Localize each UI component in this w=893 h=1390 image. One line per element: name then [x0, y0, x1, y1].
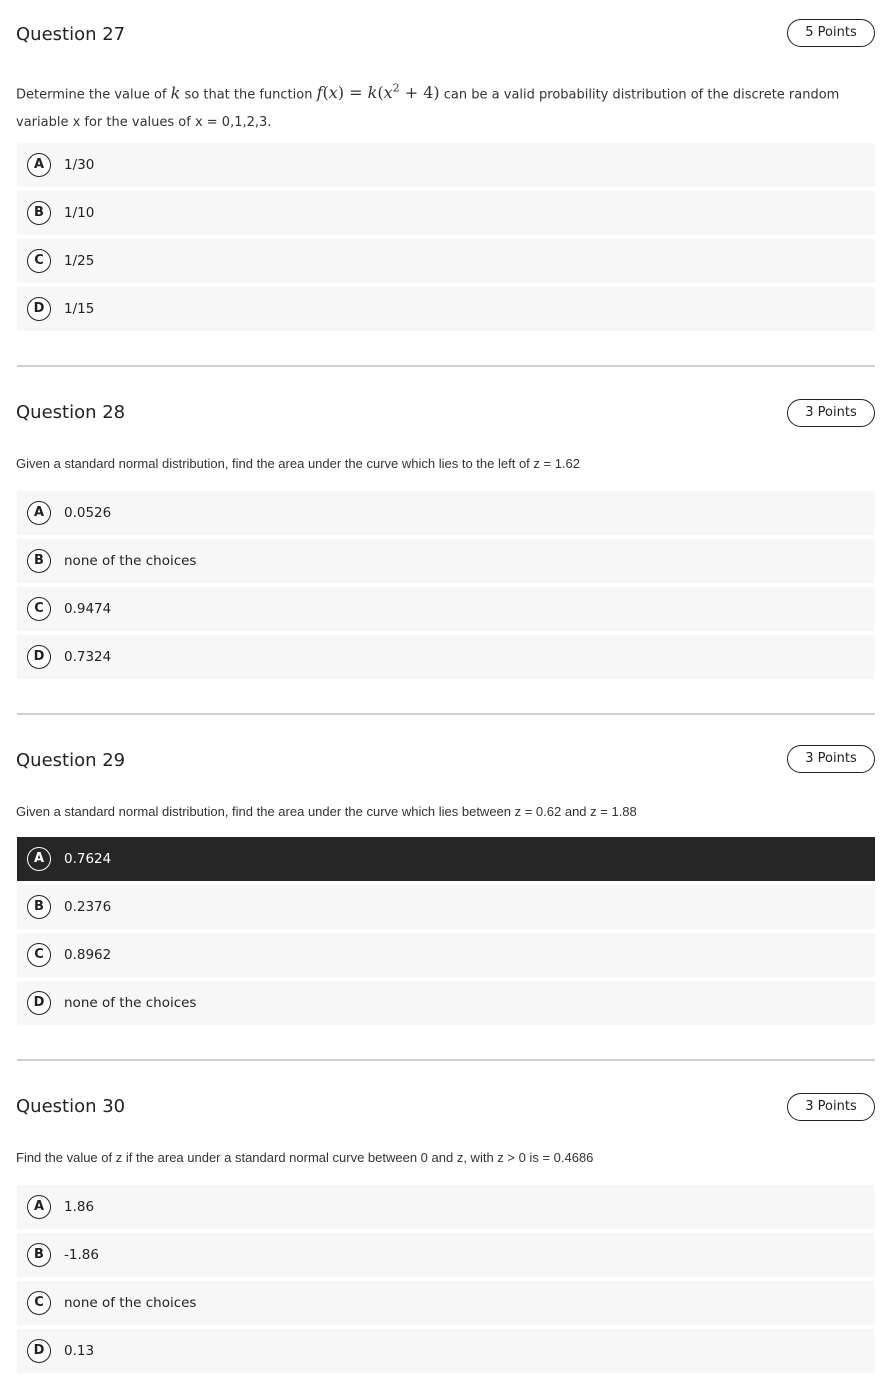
option-letter-badge: C: [27, 943, 51, 967]
points-badge: 3 Points: [787, 745, 875, 773]
option-text: 0.9474: [64, 601, 112, 617]
option-c[interactable]: [17, 933, 875, 977]
question-text: Given a standard normal distribution, find the area under the curve which lies between z = 0.62 and z = 1.88: [16, 804, 637, 819]
option-letter-badge: A: [27, 153, 51, 177]
option-d[interactable]: [17, 981, 875, 1025]
option-b[interactable]: [17, 1233, 875, 1277]
points-badge: 3 Points: [787, 1093, 875, 1121]
option-text: 0.7624: [64, 851, 112, 867]
option-text: none of the choices: [64, 1295, 197, 1311]
option-letter-badge: B: [27, 549, 51, 573]
option-letter-badge: D: [27, 645, 51, 669]
option-letter-badge: B: [27, 895, 51, 919]
question-divider: [17, 713, 875, 715]
formula: $f(x) = k(x^2 + 4)$: [316, 82, 440, 103]
option-letter-badge: B: [27, 201, 51, 225]
option-d[interactable]: [17, 287, 875, 331]
points-badge: 3 Points: [787, 399, 875, 427]
option-text: 0.7324: [64, 649, 112, 665]
question-title: Question 28: [16, 402, 126, 423]
option-b[interactable]: [17, 539, 875, 583]
question-text: Given a standard normal distribution, find the area under the curve which lies to the left of z = 1.62: [16, 456, 581, 471]
option-letter-badge: D: [27, 1339, 51, 1363]
option-letter-badge: D: [27, 991, 51, 1015]
option-text: 0.0526: [64, 505, 112, 521]
option-text: none of the choices: [64, 995, 197, 1011]
option-text: 0.8962: [64, 947, 112, 963]
option-text: 1/10: [64, 205, 95, 221]
option-a[interactable]: [17, 1185, 875, 1229]
question-text: Determine the value of k so that the function $f(x) = k(x^2 + 4)$ can be a valid probability distribution of the discrete random variable x for the values of x = 0,1,2,3.: [16, 82, 840, 131]
option-a[interactable]: [17, 143, 875, 187]
option-letter-badge: A: [27, 847, 51, 871]
question-divider: [17, 1059, 875, 1061]
option-text: 1.86: [64, 1199, 95, 1215]
option-a-selected[interactable]: [17, 837, 875, 881]
option-text: none of the choices: [64, 553, 197, 569]
question-text: Find the value of z if the area under a standard normal curve between 0 and z, with z > 0 is = 0.4686: [16, 1150, 594, 1165]
option-text: 0.2376: [64, 899, 112, 915]
question-divider: [17, 365, 875, 367]
option-letter-badge: D: [27, 297, 51, 321]
option-text: 1/25: [64, 253, 95, 269]
points-badge: 5 Points: [787, 19, 875, 47]
option-letter-badge: C: [27, 1291, 51, 1315]
question-title: Question 30: [16, 1096, 126, 1117]
option-d[interactable]: [17, 635, 875, 679]
option-text: 0.13: [64, 1343, 95, 1359]
option-c[interactable]: [17, 1281, 875, 1325]
option-letter-badge: A: [27, 1195, 51, 1219]
option-text: -1.86: [64, 1247, 99, 1263]
question-title: Question 29: [16, 750, 126, 771]
option-letter-badge: B: [27, 1243, 51, 1267]
option-letter-badge: C: [27, 597, 51, 621]
option-text: 1/15: [64, 301, 95, 317]
option-text: 1/30: [64, 157, 95, 173]
option-letter-badge: A: [27, 501, 51, 525]
option-d[interactable]: [17, 1329, 875, 1373]
option-c[interactable]: [17, 239, 875, 283]
option-letter-badge: C: [27, 249, 51, 273]
question-title: Question 27: [16, 24, 126, 45]
option-b[interactable]: [17, 191, 875, 235]
option-c[interactable]: [17, 587, 875, 631]
option-b[interactable]: [17, 885, 875, 929]
option-a[interactable]: [17, 491, 875, 535]
